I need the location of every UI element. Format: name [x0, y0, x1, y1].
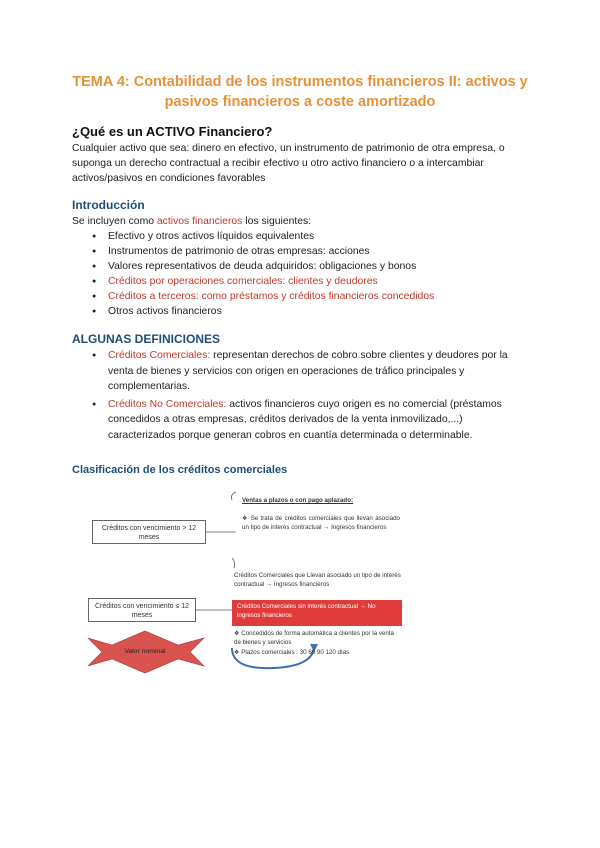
box-vencimiento-menor: Créditos con vencimiento ≤ 12 meses — [88, 598, 196, 622]
list-item: ● Otros activos financieros — [92, 304, 532, 319]
definition-text: activos financieros cuyo origen es no comercial (préstamos concedidos a otras empresas, créditos derivados de la venta inmovilizado,...) caracterizados porque generan cobros en cuantía determinada o determinable. — [108, 398, 502, 441]
bracket-mark — [232, 492, 237, 500]
bracket-mark — [232, 558, 235, 568]
activo-heading: ¿Qué es un ACTIVO Financiero? — [72, 124, 273, 139]
list-item: ● Créditos por operaciones comerciales: clientes y deudores — [92, 274, 532, 289]
introduccion-heading: Introducción — [72, 198, 145, 212]
comerciales-interes-text: Créditos Comerciales que Llevan asociado un tipo de interés contractual → Ingresos financieros — [234, 572, 401, 588]
ventas-text: ❖ Se trata de créditos comerciales que llevan asociado un tipo de interés contractual → Ingresos financieros — [242, 515, 400, 531]
ventas-heading: Ventas a plazos o con pago aplazado: — [242, 497, 354, 504]
definiciones-heading: ALGUNAS DEFINICIONES — [72, 332, 221, 346]
lead-red: activos financieros — [156, 216, 243, 227]
list-item: ● Créditos a terceros: como préstamos y créditos financieros concedidos — [92, 289, 532, 304]
definition-term: Créditos Comerciales: — [108, 350, 211, 361]
list-item: ● Efectivo y otros activos líquidos equivalentes — [92, 229, 532, 244]
lead-pre: Se incluyen como — [72, 216, 157, 227]
box-vencimiento-mayor: Créditos con vencimiento > 12 meses — [92, 520, 206, 544]
valor-nominal-label: Valor nominal — [124, 648, 166, 655]
sin-interes-box: Créditos Comerciales sin interés contractual → No ingresos financieros — [232, 600, 402, 626]
lead-post: los siguientes: — [242, 216, 312, 227]
bullet-plazos: ❖ Plazos comerciales : 30 60 90 120 días — [234, 649, 350, 656]
list-item: ● Instrumentos de patrimonio de otras empresas: acciones — [92, 244, 532, 259]
clasificacion-heading: Clasificación de los créditos comerciales — [72, 464, 288, 476]
bullet-automatica: ❖ Concedidos de forma automática a clientes por la venta de bienes y servicios — [234, 630, 394, 646]
definition-term: Créditos No Comerciales: — [108, 398, 227, 410]
page-title: TEMA 4: Contabilidad de los instrumentos financieros II: activos y pasivos financieros a coste amortizado — [72, 74, 528, 110]
definition-text: representan derechos de cobro sobre clientes y deudores por la venta de bienes y servicios con origen en operaciones de tráfico principales y complementarias. — [108, 350, 508, 392]
list-item: ● Valores representativos de deuda adquiridos: obligaciones y bonos — [92, 259, 532, 274]
activo-definition: Cualquier activo que sea: dinero en efectivo, un instrumento de patrimonio de otra empresa, o suponga un derecho contractual a recibir efectivo u otro activo financiero o a intercambiar activos/pasivos en condiciones favorables — [72, 143, 505, 184]
